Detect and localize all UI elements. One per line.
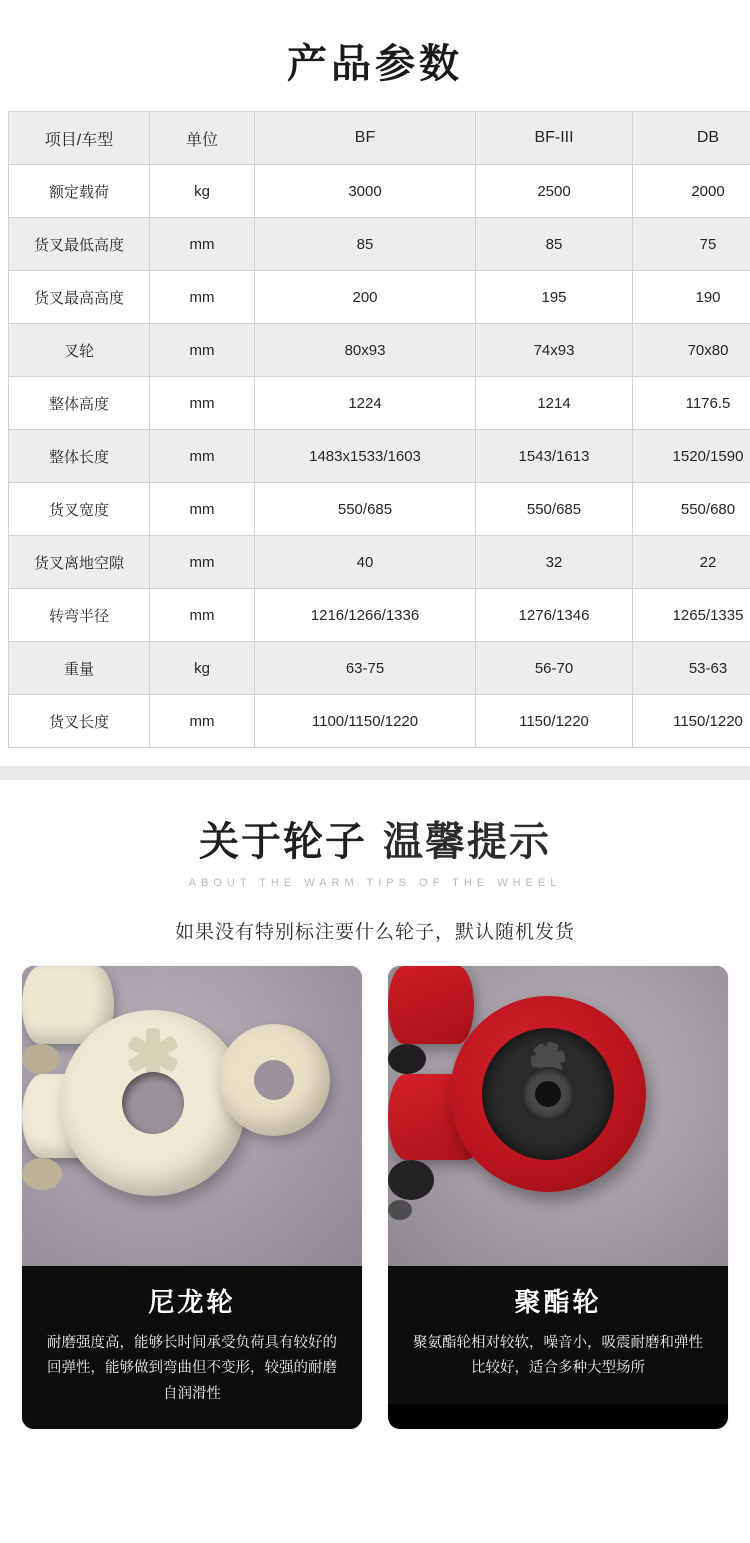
- pu-small-roller-right-inner-bore: [388, 1200, 412, 1220]
- section-divider: [0, 766, 750, 780]
- row-unit: kg: [150, 642, 255, 695]
- pu-card-description: 聚氨酯轮相对较软，噪音小，吸震耐磨和弹性比较好，适合多种大型场所: [413, 1335, 703, 1377]
- page-title: 产品参数: [287, 41, 463, 87]
- nylon-card-description: 耐磨强度高，能够长时间承受负荷具有较好的回弹性，能够做到弯曲但不变形，较强的耐磨自润滑性: [47, 1335, 337, 1402]
- row-db: 190: [633, 271, 750, 324]
- row-bf: 63-75: [255, 642, 476, 695]
- table-row: [9, 695, 750, 748]
- header-cell-db: DB: [633, 112, 750, 165]
- nylon-small-roller-right-bore: [22, 1158, 62, 1190]
- row-unit: mm: [150, 483, 255, 536]
- row-label: 额定载荷: [9, 165, 150, 218]
- spec-table: [8, 111, 750, 748]
- row-bf3: 85: [476, 218, 633, 271]
- row-bf: 40: [255, 536, 476, 589]
- row-bf: 1483x1533/1603: [255, 430, 476, 483]
- table-row: [9, 589, 750, 642]
- table-row: [9, 642, 750, 695]
- row-bf3: 1150/1220: [476, 695, 633, 748]
- table-header-row: [9, 112, 750, 165]
- row-unit: mm: [150, 536, 255, 589]
- row-unit: mm: [150, 589, 255, 642]
- row-db: 550/680: [633, 483, 750, 536]
- row-db: 53-63: [633, 642, 750, 695]
- wheel-section-heading: [0, 810, 750, 867]
- row-label: 货叉离地空隙: [9, 536, 150, 589]
- row-unit: mm: [150, 218, 255, 271]
- row-unit: mm: [150, 324, 255, 377]
- row-bf3: 1214: [476, 377, 633, 430]
- pu-large-wheel-bore: [535, 1081, 561, 1107]
- row-db: 70x80: [633, 324, 750, 377]
- table-row: [9, 324, 750, 377]
- table-row: [9, 377, 750, 430]
- row-db: 1520/1590: [633, 430, 750, 483]
- row-bf: 1216/1266/1336: [255, 589, 476, 642]
- table-row: [9, 430, 750, 483]
- table-row: [9, 218, 750, 271]
- wheel-section-note: 如果没有特别标注要什么轮子，默认随机发货: [174, 922, 575, 943]
- header-cell-unit: 单位: [150, 112, 255, 165]
- pu-small-roller-right-bore: [388, 1160, 434, 1200]
- nylon-card-title: 尼龙轮: [148, 1288, 236, 1318]
- row-label: 货叉最低高度: [9, 218, 150, 271]
- row-bf3: 2500: [476, 165, 633, 218]
- wheel-section-subtitle: ABOUT THE WARM TIPS OF THE WHEEL: [188, 877, 562, 889]
- nylon-small-roller-left-bore: [22, 1044, 60, 1074]
- row-db: 75: [633, 218, 750, 271]
- pu-card-body: [388, 1266, 728, 1404]
- row-bf: 3000: [255, 165, 476, 218]
- nylon-medium-wheel-bore: [254, 1060, 294, 1100]
- pu-card-title: 聚酯轮: [514, 1288, 602, 1318]
- row-bf3: 1276/1346: [476, 589, 633, 642]
- wheel-info-section: [0, 780, 750, 1459]
- wheel-heading-main: 关于轮子: [199, 819, 368, 865]
- row-bf: 80x93: [255, 324, 476, 377]
- row-bf3: 1543/1613: [476, 430, 633, 483]
- row-label: 整体长度: [9, 430, 150, 483]
- nylon-wheel-photo: [22, 966, 362, 1266]
- row-db: 1150/1220: [633, 695, 750, 748]
- pu-small-roller-left: [388, 966, 474, 1044]
- row-db: 2000: [633, 165, 750, 218]
- table-row: [9, 271, 750, 324]
- row-unit: mm: [150, 271, 255, 324]
- row-bf: 1100/1150/1220: [255, 695, 476, 748]
- row-label: 货叉最高高度: [9, 271, 150, 324]
- table-row: [9, 483, 750, 536]
- row-bf3: 74x93: [476, 324, 633, 377]
- row-bf3: 56-70: [476, 642, 633, 695]
- header-cell-bf3: BF-III: [476, 112, 633, 165]
- row-bf: 200: [255, 271, 476, 324]
- header-cell-bf: BF: [255, 112, 476, 165]
- row-label: 货叉宽度: [9, 483, 150, 536]
- row-db: 1265/1335: [633, 589, 750, 642]
- row-label: 叉轮: [9, 324, 150, 377]
- polyurethane-wheel-photo: [388, 966, 728, 1266]
- row-unit: kg: [150, 165, 255, 218]
- pu-small-roller-left-bore: [388, 1044, 426, 1074]
- nylon-card-body: [22, 1266, 362, 1429]
- row-db: 1176.5: [633, 377, 750, 430]
- header-cell-item: 项目/车型: [9, 112, 150, 165]
- row-db: 22: [633, 536, 750, 589]
- row-bf: 550/685: [255, 483, 476, 536]
- table-row: [9, 536, 750, 589]
- row-unit: mm: [150, 377, 255, 430]
- row-label: 整体高度: [9, 377, 150, 430]
- wheel-cards: [0, 944, 750, 1459]
- row-bf3: 32: [476, 536, 633, 589]
- row-bf: 85: [255, 218, 476, 271]
- wheel-card-nylon: [22, 966, 362, 1429]
- row-label: 货叉长度: [9, 695, 150, 748]
- table-row: [9, 165, 750, 218]
- nylon-large-wheel-bore: [122, 1072, 184, 1134]
- row-unit: mm: [150, 430, 255, 483]
- row-bf3: 550/685: [476, 483, 633, 536]
- row-bf: 1224: [255, 377, 476, 430]
- row-bf3: 195: [476, 271, 633, 324]
- row-label: 重量: [9, 642, 150, 695]
- row-label: 转弯半径: [9, 589, 150, 642]
- row-unit: mm: [150, 695, 255, 748]
- wheel-heading-secondary: 温馨提示: [382, 819, 551, 865]
- spec-table-container: [0, 111, 750, 748]
- wheel-card-polyurethane: [388, 966, 728, 1429]
